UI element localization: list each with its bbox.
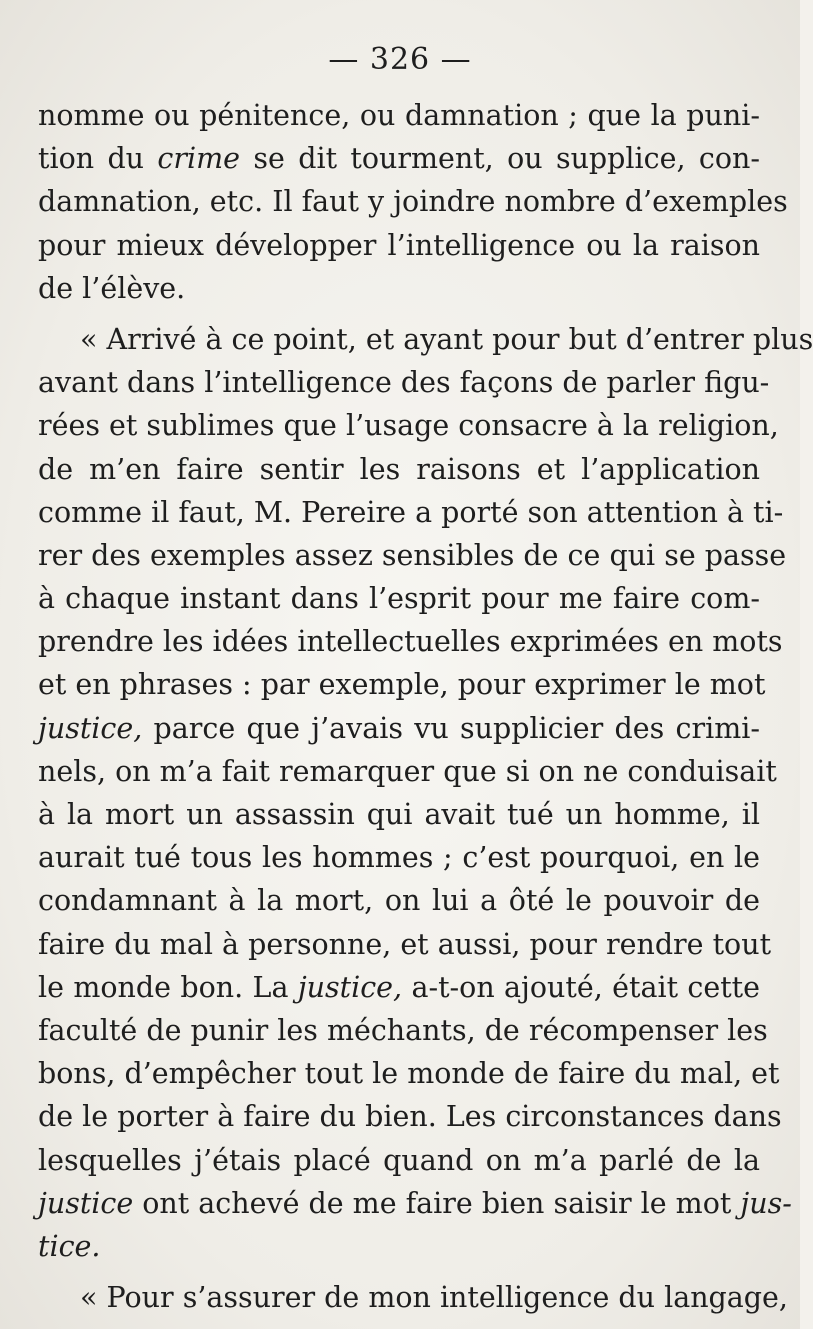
text-line bbox=[38, 923, 772, 966]
text-segment: comme il faut, M. Pereire a porté son attention à ti- bbox=[38, 495, 784, 529]
text-line bbox=[38, 663, 766, 706]
text-segment: avant dans l’intelligence des façons de parler figu- bbox=[38, 366, 770, 400]
italic-word: justice bbox=[38, 1186, 134, 1220]
text-line bbox=[38, 267, 760, 310]
text-line bbox=[38, 137, 760, 180]
text-line bbox=[38, 534, 787, 577]
text-segment: de l’élève. bbox=[38, 271, 186, 305]
text-segment: damnation, etc. Il faut y joindre nombre d’exemples bbox=[38, 185, 788, 219]
text-segment: et en phrases : par exemple, pour exprimer le mot bbox=[38, 668, 766, 702]
text-segment: se dit tourment, ou supplice, con- bbox=[240, 142, 760, 176]
text-segment: de le porter à faire du bien. Les circonstances dans bbox=[38, 1100, 782, 1134]
text-line bbox=[38, 836, 760, 879]
text-line bbox=[38, 224, 760, 267]
text-segment: de m’en faire sentir les raisons et l’application bbox=[38, 452, 760, 486]
text-line bbox=[38, 448, 760, 491]
text-segment: nomme ou pénitence, ou damnation ; que la puni- bbox=[38, 99, 760, 132]
text-line bbox=[38, 750, 777, 793]
text-line bbox=[38, 879, 760, 922]
text-segment: rer des exemples assez sensibles de ce qui se passe bbox=[38, 538, 787, 572]
text-segment: « Pour s’assurer de mon intelligence du langage, bbox=[80, 1281, 788, 1315]
text-line bbox=[38, 1139, 760, 1182]
text-segment: parce que j’avais vu supplicier des crimi- bbox=[142, 711, 760, 745]
text-line bbox=[38, 707, 760, 750]
italic-word: justice, bbox=[297, 970, 403, 1004]
text-segment: tion du bbox=[38, 142, 158, 176]
text-segment: aurait tué tous les hommes ; c’est pourquoi, en le bbox=[38, 841, 760, 875]
italic-word: justice, bbox=[38, 711, 143, 745]
text-line bbox=[38, 793, 760, 836]
text-segment: nels, on m’a fait remarquer que si on ne conduisait bbox=[38, 754, 777, 788]
italic-word: crime bbox=[157, 142, 240, 176]
text-segment: « Arrivé à ce point, et ayant pour but d’entrer plus bbox=[80, 322, 813, 356]
text-segment: bons, d’empêcher tout le monde de faire du mal, et bbox=[38, 1057, 780, 1091]
text-line bbox=[38, 577, 760, 620]
italic-word: jus- bbox=[740, 1186, 792, 1220]
text-line bbox=[38, 966, 760, 1009]
text-line bbox=[38, 1276, 788, 1319]
text-line bbox=[38, 1052, 780, 1095]
text-segment: condamnant à la mort, on lui a ôté le pouvoir de bbox=[38, 884, 760, 918]
text-segment: à chaque instant dans l’esprit pour me faire com- bbox=[38, 582, 760, 616]
text-line bbox=[38, 620, 783, 663]
text-line bbox=[38, 180, 788, 223]
text-segment: lesquelles j’étais placé quand on m’a parlé de la bbox=[38, 1143, 760, 1177]
text-line bbox=[38, 94, 760, 137]
text-segment: ont achevé de me faire bien saisir le mot bbox=[133, 1186, 741, 1220]
text-line bbox=[38, 1095, 782, 1138]
text-segment: a-t-on ajouté, était cette bbox=[402, 970, 760, 1004]
text-line bbox=[38, 318, 813, 361]
text-segment: rées et sublimes que l’usage consacre à la religion, bbox=[38, 409, 779, 443]
text-segment: faire du mal à personne, et aussi, pour rendre tout bbox=[38, 927, 772, 961]
text-line bbox=[38, 361, 770, 404]
page-number: — 326 — bbox=[328, 42, 472, 77]
text-segment: prendre les idées intellectuelles exprimées en mots bbox=[38, 625, 783, 659]
text-segment: à la mort un assassin qui avait tué un homme, il bbox=[38, 798, 760, 831]
text-line bbox=[38, 404, 779, 447]
body-text bbox=[38, 94, 813, 1319]
text-line bbox=[38, 1182, 792, 1225]
text-line bbox=[38, 1225, 760, 1268]
text-line bbox=[38, 1009, 768, 1052]
italic-word: tice. bbox=[38, 1229, 101, 1263]
text-segment: faculté de punir les méchants, de récompenser les bbox=[38, 1013, 768, 1047]
text-segment: pour mieux développer l’intelligence ou la raison bbox=[38, 228, 760, 262]
text-segment: le monde bon. La bbox=[38, 970, 298, 1004]
text-line bbox=[38, 491, 784, 534]
